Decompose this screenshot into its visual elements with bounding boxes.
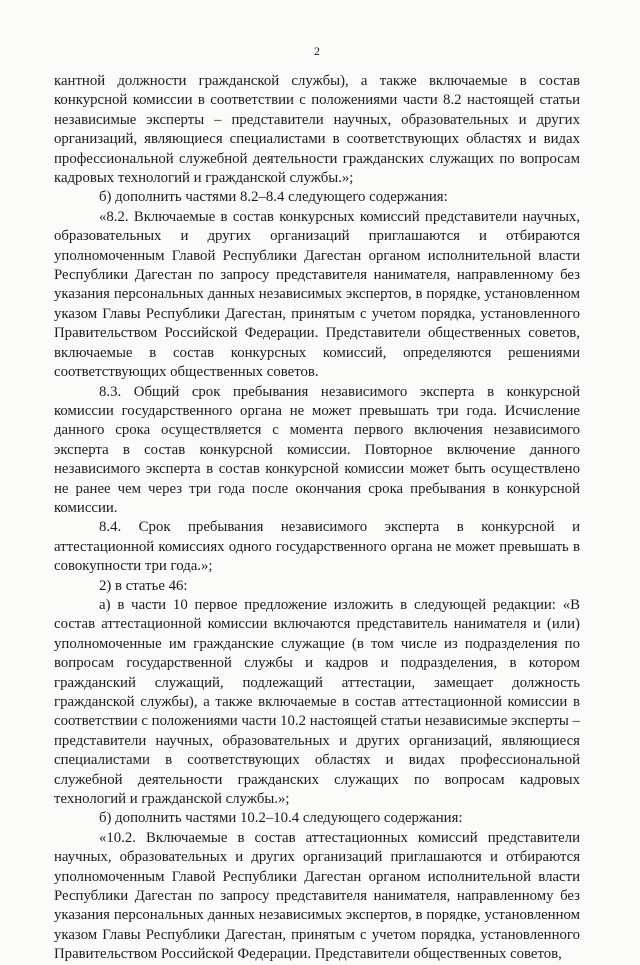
- paragraph: б) дополнить частями 10.2–10.4 следующего содержания:: [99, 810, 463, 827]
- paragraph: 2) в статье 46:: [99, 577, 188, 594]
- paragraph: б) дополнить частями 8.2–8.4 следующего содержания:: [99, 189, 448, 206]
- document-body: [54, 72, 580, 965]
- paragraph: «8.2. Включаемые в состав конкурсных комиссий представители научных, образовательных и других организаций приглашаются и отбираются уполномоченным Главой Республики Дагестан органом исполнительной власти Республики Дагестан по запросу представителя нанимателя, направленному без указания персональных данных независимых экспертов, в порядке, установленном указом Главы Республики Дагестан, принятым с учетом порядка, установленного Правительством Российской Федерации. Представители общественных советов, включаемые в состав конкурсных комиссий, определяются решениями соответствующих общественных советов.: [54, 208, 580, 381]
- paragraph: «10.2. Включаемые в состав аттестационных комиссий представители научных, образовательных и других организаций приглашаются и отбираются уполномоченным Главой Республики Дагестан органом исполнительной власти Республики Дагестан по запросу представителя нанимателя, направленному без указания персональных данных независимых экспертов, в порядке, установленном указом Главы Республики Дагестан, принятым с учетом порядка, установленного Правительством Российской Федерации. Представители общественных советов,: [54, 829, 580, 963]
- paragraph: 8.3. Общий срок пребывания независимого эксперта в конкурсной комиссии государственного органа не может превышать три года. Исчисление данного срока осуществляется с момента первого включения независимого эксперта в состав конкурсной комиссии. Повторное включение данного независимого эксперта в состав конкурсной комиссии может быть осуществлено не ранее чем через три года после окончания срока пребывания в конкурсной комиссии.: [54, 383, 580, 516]
- page-number: 2: [314, 44, 320, 58]
- paragraph: кантной должности гражданской службы), а также включаемые в состав конкурсной комиссии в соответствии с положениями части 8.2 настоящей статьи независимые эксперты – представители научных, образовательных и других организаций, являющиеся специалистами в соответствующих областях и видах профессиональной служебной деятельности гражданских служащих по вопросам кадровых технологий и гражданской службы.»;: [54, 73, 580, 187]
- paragraph: 8.4. Срок пребывания независимого эксперта в конкурсной и аттестационной комиссиях одного государственного органа не может превышать в совокупности три года.»;: [54, 519, 580, 575]
- paragraph: а) в части 10 первое предложение изложить в следующей редакции: «В состав аттестационной комиссии включаются представитель нанимателя и (или) уполномоченные им гражданские служащие (в том числе из подразделения по вопросам государственной службы и кадров и подразделения, в котором гражданский служащий, подлежащий аттестации, замещает должность гражданской службы), а также включаемые в состав аттестационной комиссии в соответствии с положениями части 10.2 настоящей статьи независимые эксперты – представители научных, образовательных и других организаций, являющиеся специалистами в соответствующих областях и видах профессиональной служебной деятельности гражданских служащих по вопросам кадровых технологий и гражданской службы.»;: [54, 596, 580, 808]
